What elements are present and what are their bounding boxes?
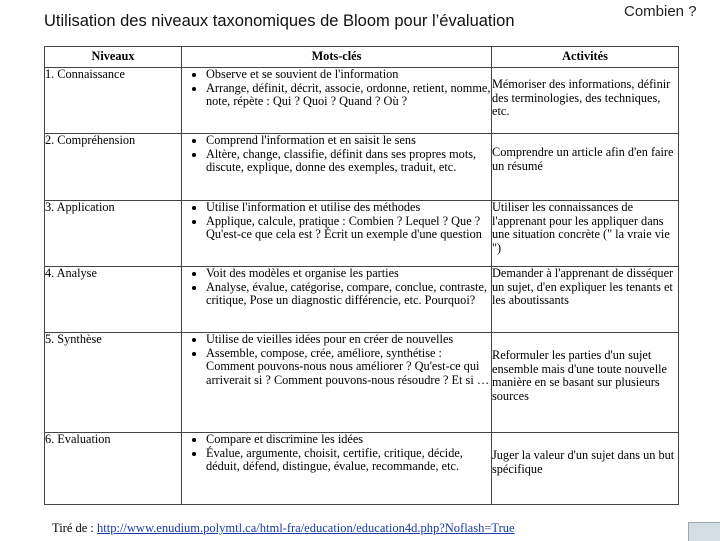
source-prefix: Tiré de : [52,521,98,535]
bloom-taxonomy-table [44,46,679,505]
table-row-application [45,201,679,267]
keyword-item: • Utilise de vieilles idées pour en créer de nouvelles [206,333,491,347]
header-activites: Activités [492,47,679,68]
activity-cell: Demander à l'apprenant de disséquer un sujet, d'en expliquer les tenants et les aboutissants [492,267,679,333]
activity-cell: Utiliser les connaissances de l'apprenant pour les appliquer dans une situation concrète (" la vraie vie ") [492,201,679,267]
keywords-cell [182,267,492,333]
table-row-evaluation [45,433,679,505]
keyword-item: • Observe et se souvient de l'information [206,68,491,82]
keyword-item: • Voit des modèles et organise les parties [206,267,491,281]
level-cell: 1. Connaissance [45,68,182,134]
table-row-synthese [45,333,679,433]
keyword-item: • Altère, change, classifie, définit dans ses propres mots, discute, explique, donne des exemples, traduit, etc. [206,148,491,175]
keywords-cell [182,68,492,134]
keyword-item: • Comprend l'information et en saisit le sens [206,134,491,148]
source-link[interactable]: http://www.enudium.polymtl.ca/html-fra/education/education4d.php?Noflash=True [97,521,515,535]
table-row-analyse [45,267,679,333]
corner-question: Combien ? [624,3,697,20]
keyword-item: • Applique, calcule, pratique : Combien ? Lequel ? Que ? Qu'est-ce que cela est ? Écrit un exemple d'une question [206,215,491,242]
activity-cell: Mémoriser des informations, définir des terminologies, des techniques, etc. [492,68,679,134]
source-line [52,521,515,536]
keywords-cell [182,333,492,433]
keywords-cell [182,433,492,505]
table-header-row [45,47,679,68]
level-cell: 5. Synthèse [45,333,182,433]
keywords-cell [182,201,492,267]
header-niveaux: Niveaux [45,47,182,68]
keyword-item: • Compare et discrimine les idées [206,433,491,447]
level-cell: 2. Compréhension [45,134,182,201]
level-cell: 4. Analyse [45,267,182,333]
header-mots-cles: Mots-clés [182,47,492,68]
keywords-cell [182,134,492,201]
level-cell: 3. Application [45,201,182,267]
level-cell: 6. Evaluation [45,433,182,505]
keyword-item: • Évalue, argumente, choisit, certifie, critique, décide, déduit, défend, distingue, évalue, recommande, etc. [206,447,491,474]
activity-cell: Comprendre un article afin d'en faire un résumé [492,134,679,201]
table-row-connaissance [45,68,679,134]
table-row-comprehension [45,134,679,201]
keyword-item: • Analyse, évalue, catégorise, compare, conclue, contraste, critique, Pose un diagnostic différencie, etc. Pourquoi? [206,281,491,308]
keyword-item: • Utilise l'information et utilise des méthodes [206,201,491,215]
keyword-item: • Arrange, définit, décrit, associe, ordonne, retient, nomme, note, répète : Qui ? Quoi ? Quand ? Où ? [206,82,491,109]
activity-cell: Reformuler les parties d'un sujet ensemble mais d'une toute nouvelle manière en se basant sur plusieurs sources [492,333,679,433]
activity-cell: Juger la valeur d'un sujet dans un but spécifique [492,433,679,505]
page-title: Utilisation des niveaux taxonomiques de Bloom pour l’évaluation [44,12,515,30]
keyword-item: • Assemble, compose, crée, améliore, synthétise : Comment pouvons-nous nous améliorer ? Qu'est-ce qui arriverait si ? Comment pouvons-nous résoudre ? Et si … [206,347,491,388]
corner-widget[interactable] [688,522,720,541]
